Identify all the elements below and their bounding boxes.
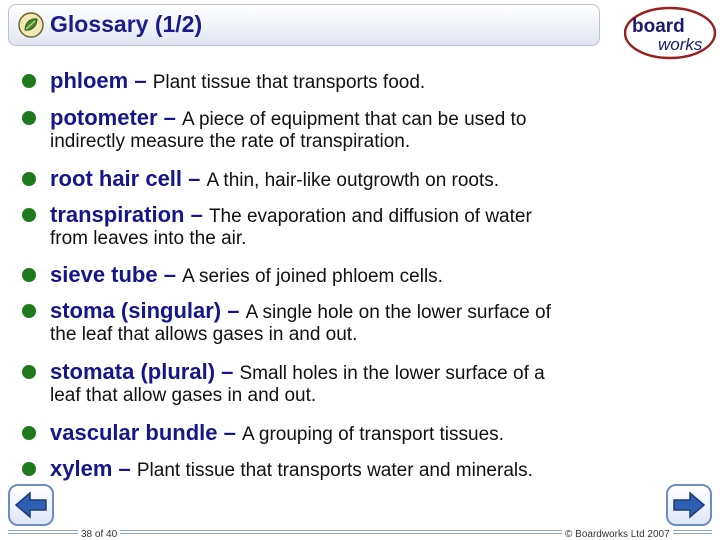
bullet-icon: [22, 365, 36, 379]
svg-text:board: board: [632, 16, 685, 37]
page-number: 38 of 40: [78, 529, 120, 540]
glossary-definition: Plant tissue that transports water and minerals.: [136, 460, 533, 481]
glossary-term: potometer – A piece of equipment that can be used to: [50, 105, 527, 130]
arrow-left-icon: [10, 486, 52, 524]
glossary-definition: A series of joined phloem cells.: [182, 266, 443, 287]
glossary-term: sieve tube – A series of joined phloem cells.: [50, 262, 443, 287]
glossary-definition-cont: indirectly measure the rate of transpiration.: [50, 131, 411, 152]
glossary-term: phloem – Plant tissue that transports food.: [50, 68, 426, 93]
bullet-icon: [22, 268, 36, 282]
glossary-term: vascular bundle – A grouping of transport tissues.: [50, 420, 504, 445]
next-slide-button[interactable]: [666, 484, 712, 526]
glossary-definition-cont: leaf that allow gases in and out.: [50, 385, 317, 406]
glossary-definition: The evaporation and diffusion of water: [208, 206, 532, 227]
boardworks-logo: [624, 6, 718, 60]
bullet-icon: [22, 426, 36, 440]
page-title: Glossary (1/2): [50, 11, 203, 37]
glossary-definition: Plant tissue that transports food.: [152, 72, 426, 93]
glossary-definition: A thin, hair-like outgrowth on roots.: [206, 170, 500, 191]
arrow-right-icon: [668, 486, 710, 524]
copyright-notice: © Boardworks Ltd 2007: [562, 529, 673, 540]
glossary-term: stomata (plural) – Small holes in the lower surface of a: [50, 359, 545, 384]
bullet-icon: [22, 111, 36, 125]
glossary-term: xylem – Plant tissue that transports water and minerals.: [50, 456, 533, 481]
glossary-definition-cont: the leaf that allows gases in and out.: [50, 324, 358, 345]
bullet-icon: [22, 462, 36, 476]
previous-slide-button[interactable]: [8, 484, 54, 526]
glossary-term: root hair cell – A thin, hair-like outgrowth on roots.: [50, 166, 500, 191]
bullet-icon: [22, 208, 36, 222]
glossary-definition: A piece of equipment that can be used to: [182, 109, 527, 130]
glossary-definition: A single hole on the lower surface of: [245, 302, 551, 323]
glossary-term: transpiration – The evaporation and diffusion of water: [50, 202, 532, 227]
glossary-definition: A grouping of transport tissues.: [241, 424, 504, 445]
glossary-definition: Small holes in the lower surface of a: [239, 363, 545, 384]
leaf-badge-icon: [18, 12, 44, 38]
bullet-icon: [22, 74, 36, 88]
glossary-term: stoma (singular) – A single hole on the lower surface of: [50, 298, 551, 323]
bullet-icon: [22, 172, 36, 186]
bullet-icon: [22, 304, 36, 318]
glossary-definition-cont: from leaves into the air.: [50, 228, 247, 249]
svg-text:works: works: [658, 35, 703, 54]
